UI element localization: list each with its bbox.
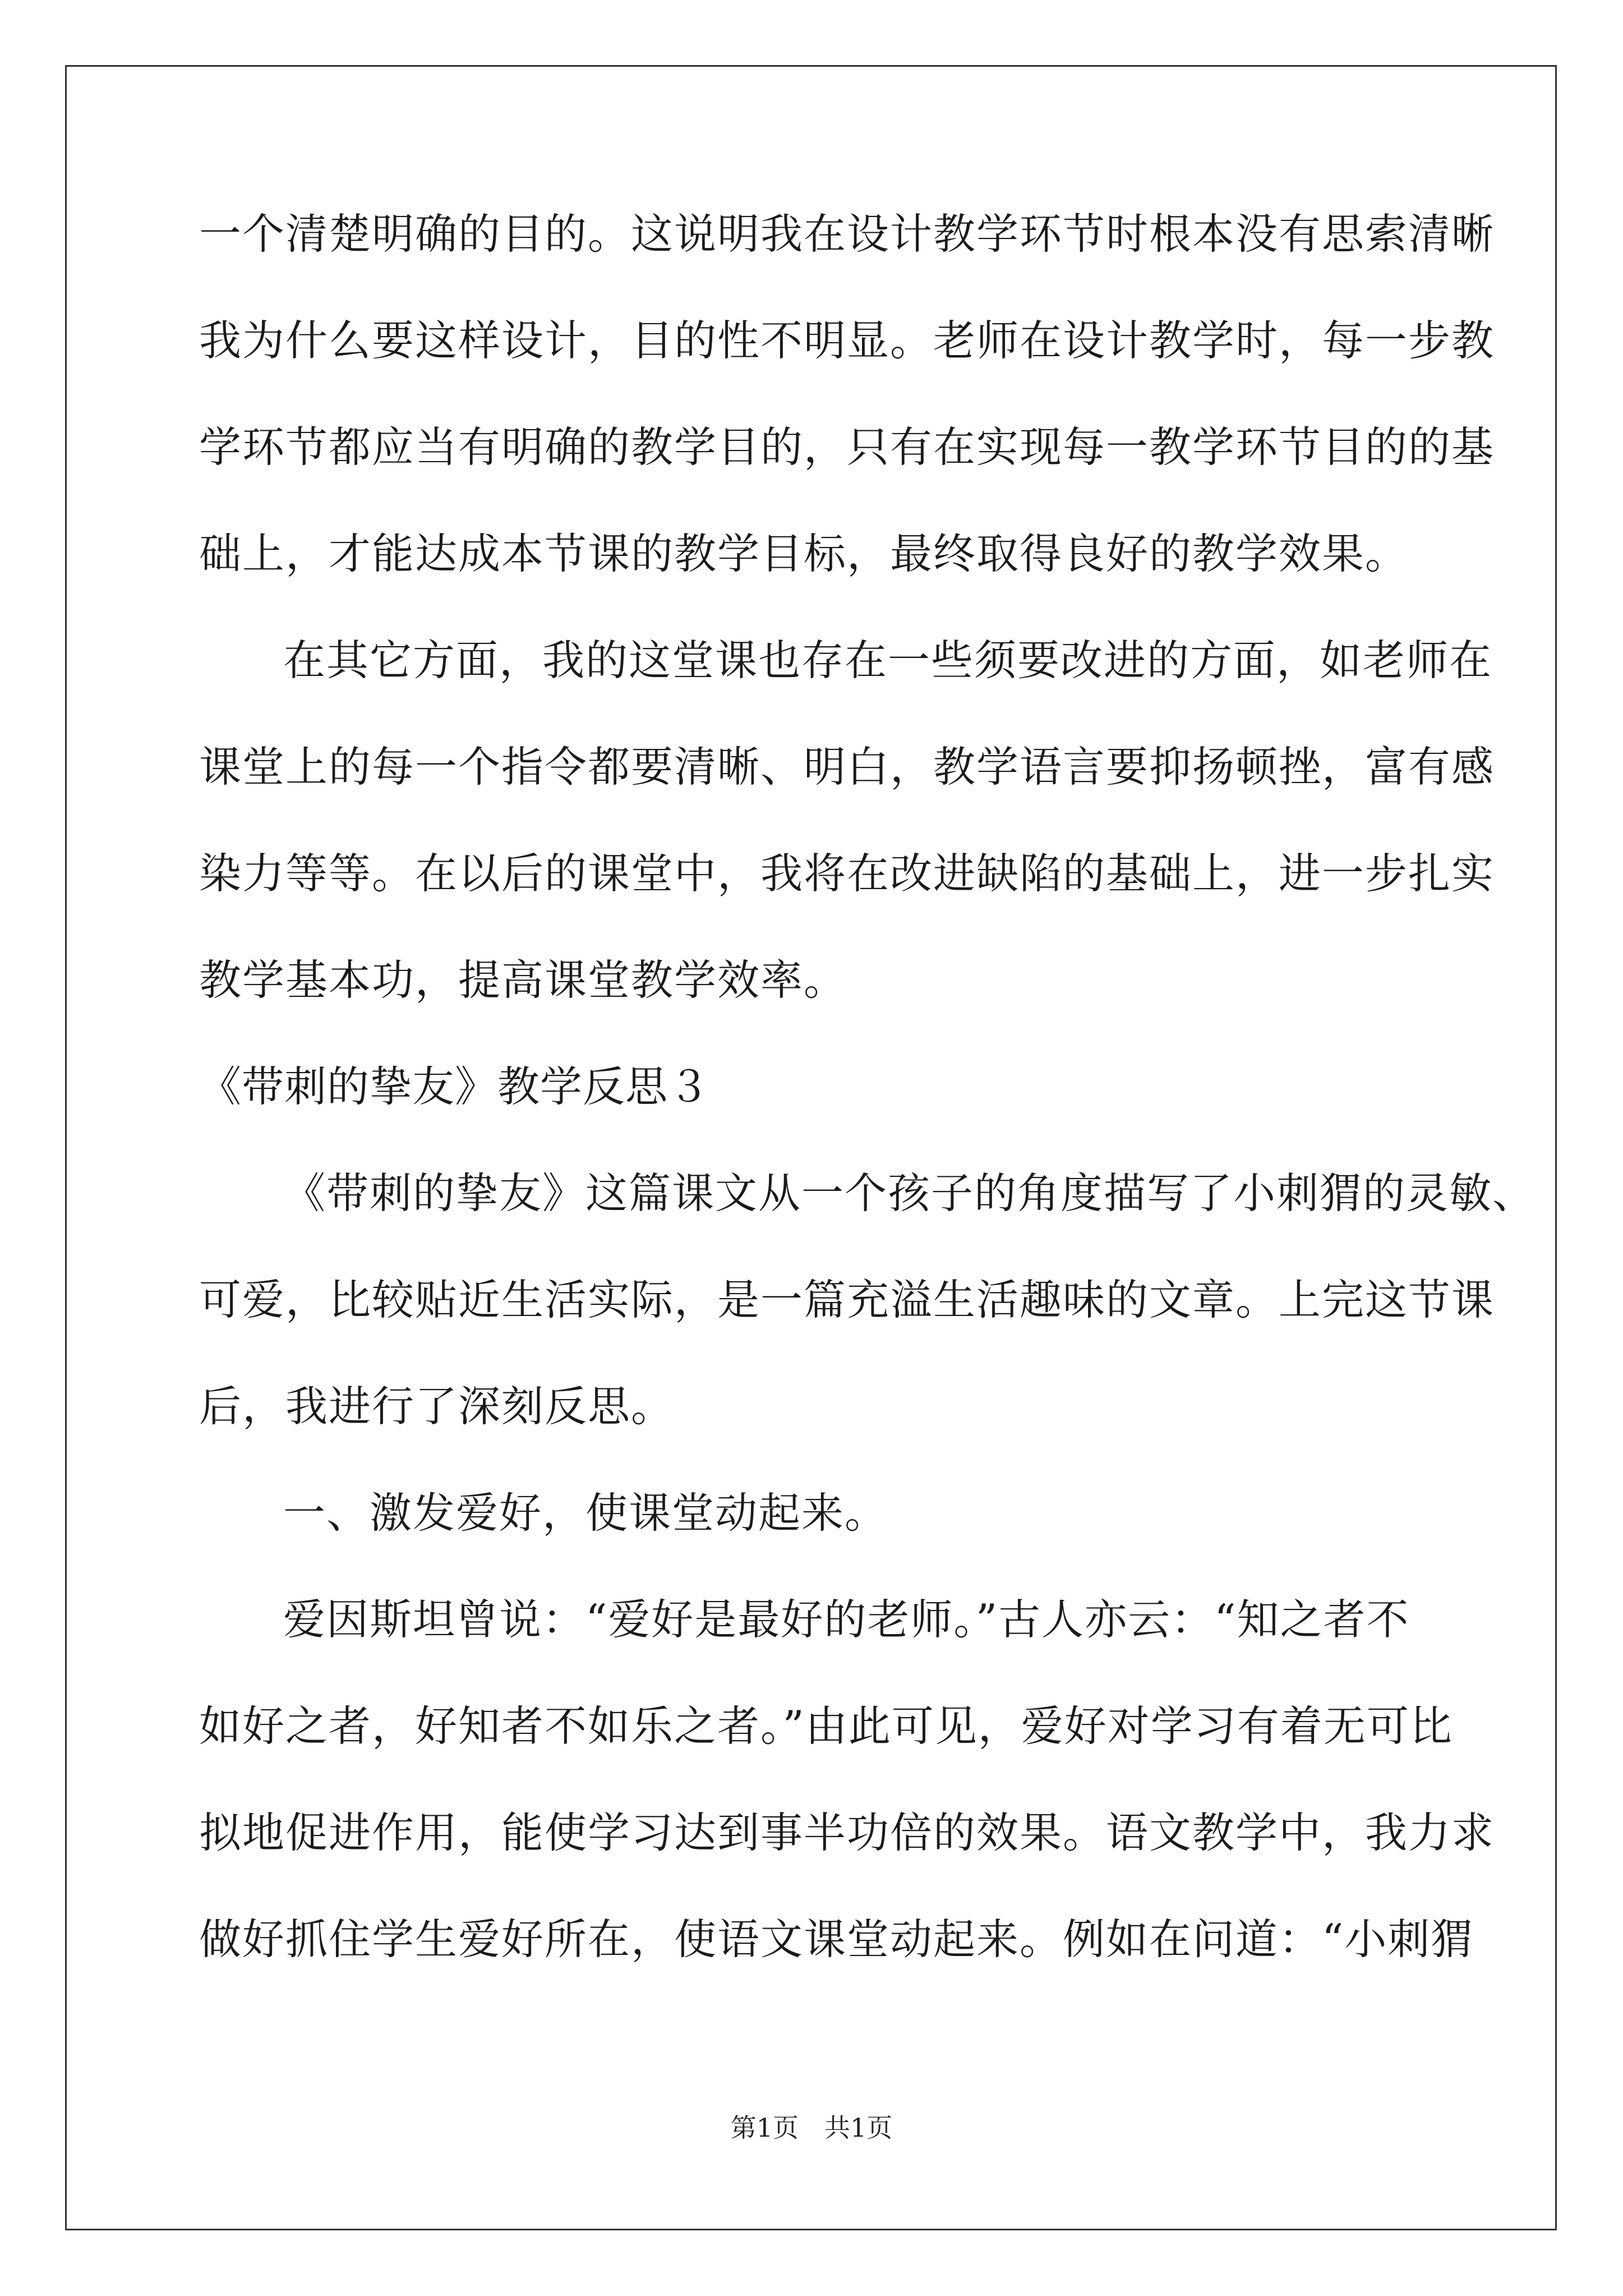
text-line: 爱因斯坦曾说：“爱好是最好的老师。”古人亦云：“知之者不: [283, 1595, 1410, 1644]
text-line: 础上，才能达成本节课的教学目标，最终取得良好的教学效果。: [199, 529, 1409, 578]
text-line: 一个清楚明确的目的。这说明我在设计教学环节时根本没有思索清晰: [199, 209, 1495, 259]
text-line: 染力等等。在以后的课堂中，我将在改进缺陷的基础上，进一步扎实: [199, 849, 1495, 898]
text-line: 做好抓住学生爱好所在，使语文课堂动起来。例如在问道：“小刺猬: [199, 1915, 1474, 1964]
document-body: [199, 209, 1536, 2025]
text-line: 教学基本功，提高课堂教学效率。: [199, 955, 847, 1005]
text-line: 后，我进行了深刻反思。: [199, 1382, 675, 1431]
text-line: 课堂上的每一个指令都要清晰、明白，教学语言要抑扬顿挫，富有感: [199, 742, 1495, 792]
subheading-line: 一、激发爱好，使课堂动起来。: [283, 1488, 888, 1538]
text-line: 可爱，比较贴近生活实际，是一篇充溢生活趣味的文章。上完这节课: [199, 1275, 1495, 1324]
text-line: 拟地促进作用，能使学习达到事半功倍的效果。语文教学中，我力求: [199, 1808, 1495, 1857]
section-heading: 《带刺的挚友》教学反思３: [199, 1062, 711, 1111]
page-footer: 第1页 共1页: [730, 2113, 893, 2143]
text-line: 在其它方面，我的这堂课也存在一些须要改进的方面，如老师在: [283, 636, 1493, 685]
text-line: 我为什么要这样设计，目的性不明显。老师在设计教学时，每一步教: [199, 316, 1495, 365]
text-line: 如好之者，好知者不如乐之者。”由此可见，爱好对学习有着无可比: [199, 1701, 1453, 1751]
text-line: 学环节都应当有明确的教学目的，只有在实现每一教学环节目的的基: [199, 422, 1495, 472]
text-line: 《带刺的挚友》这篇课文从一个孩子的角度描写了小刺猬的灵敏、: [283, 1168, 1536, 1218]
